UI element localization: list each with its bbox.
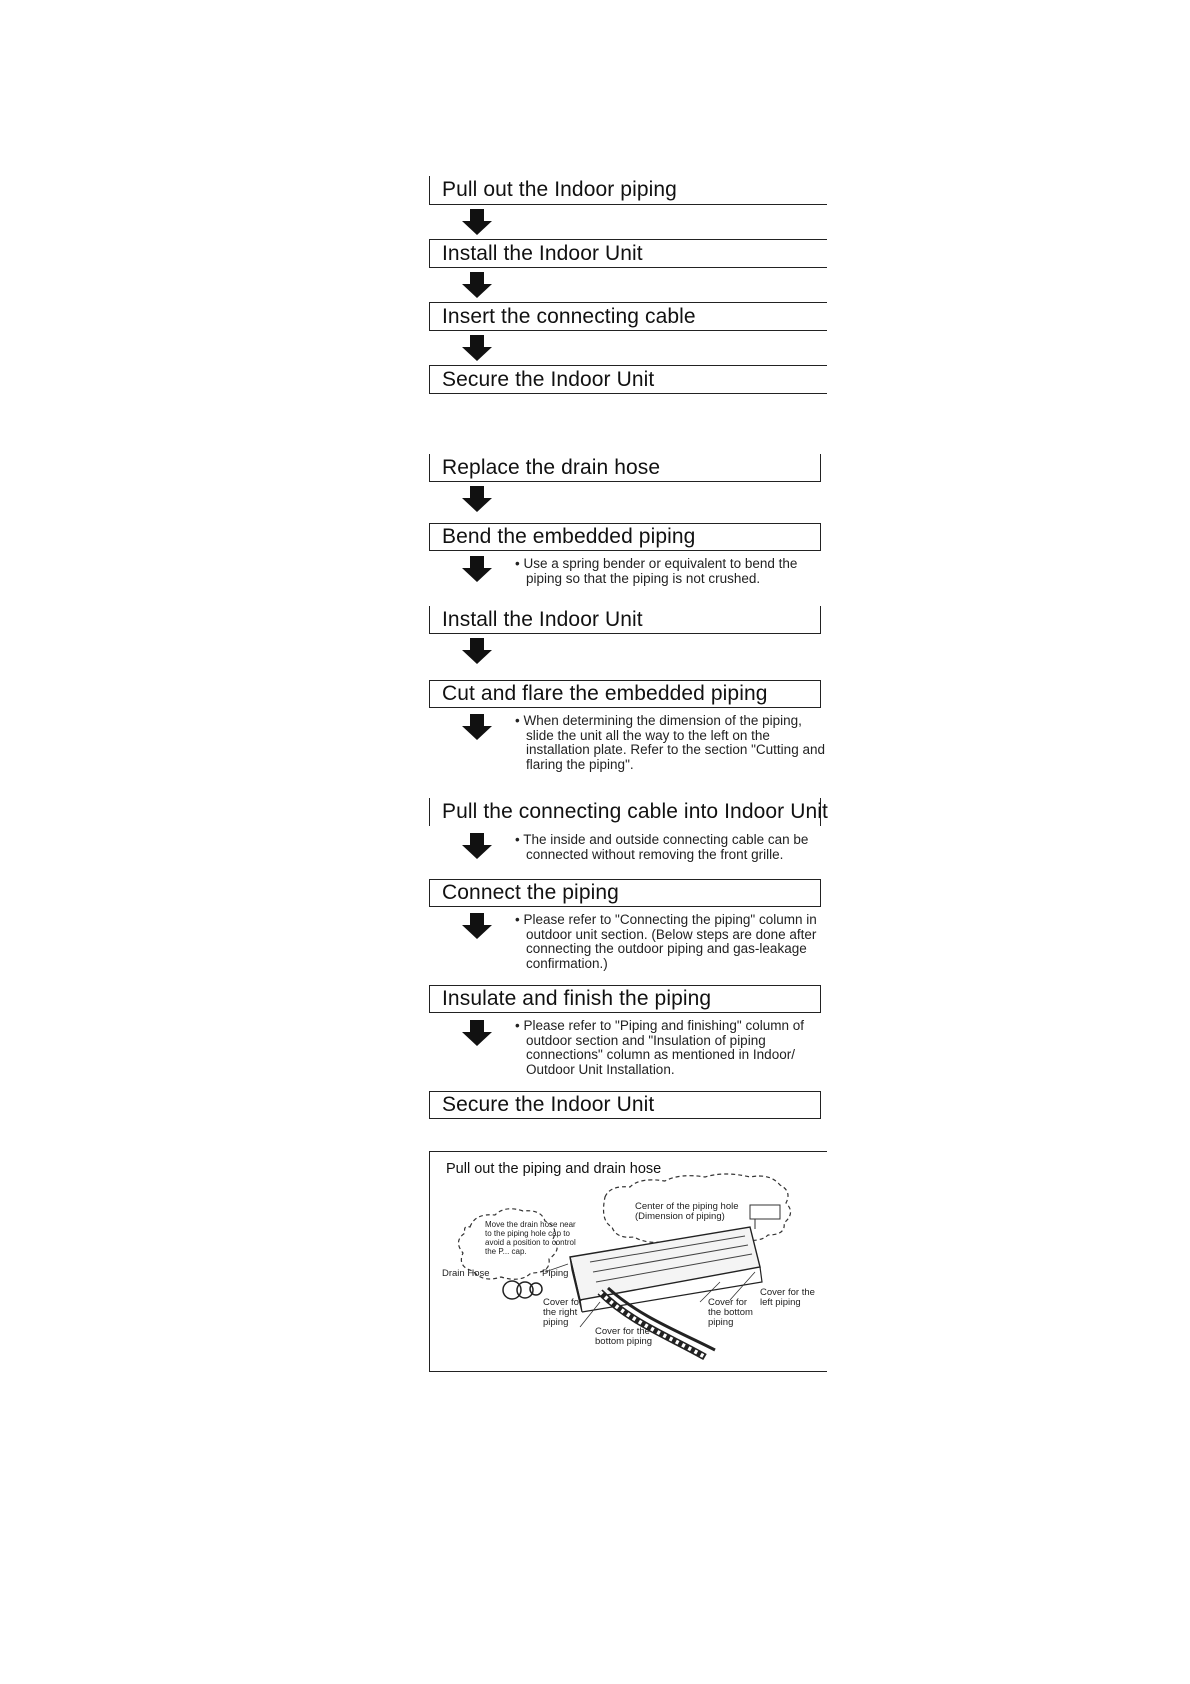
step-label: Bend the embedded piping <box>442 525 696 548</box>
figure-title: Pull out the piping and drain hose <box>446 1161 662 1177</box>
down-arrow-icon <box>462 1020 492 1046</box>
down-arrow-icon <box>462 833 492 859</box>
step-label: Secure the Indoor Unit <box>442 1093 655 1116</box>
step-label: Install the Indoor Unit <box>442 607 643 631</box>
step-note: • Please refer to "Piping and finishing" column of outdoor section and "Insulation of piping connections" column as mentioned in Indoor/ Outdoor Unit Installation. <box>515 1019 838 1077</box>
step-label: Replace the drain hose <box>442 455 661 479</box>
down-arrow-icon <box>462 556 492 582</box>
down-arrow-icon <box>462 714 492 740</box>
step-insulate-finish-piping <box>429 985 821 1013</box>
step-label: Connect the piping <box>442 881 619 904</box>
down-arrow-icon <box>462 272 492 298</box>
step-label: Insulate and finish the piping <box>442 987 712 1010</box>
step-pull-out-indoor-piping <box>429 176 827 205</box>
callout-top-label: Center of the piping hole (Dimension of piping) <box>635 1201 739 1222</box>
cover-bottom-piping-label: Cover for the bottom piping <box>708 1297 753 1328</box>
step-label: Insert the connecting cable <box>442 304 696 328</box>
down-arrow-icon <box>462 486 492 512</box>
step-label: Pull out the Indoor piping <box>442 178 677 201</box>
callout-left-label: Move the drain hose near to the piping hole cap to avoid a position to control the P... cap. <box>485 1220 576 1256</box>
step-label: Install the Indoor Unit <box>442 241 643 265</box>
step-note: • Please refer to "Connecting the piping" column in outdoor unit section. (Below steps are done after connecting the outdoor piping and gas-leakage confirmation.) <box>515 913 832 971</box>
piping-label: Piping <box>542 1268 569 1279</box>
step-note: • When determining the dimension of the piping, slide the unit all the way to the left on the installation plate. Refer to the section "Cutting and flaring the piping". <box>515 714 832 772</box>
cover-indoor-piping-label: Cover for the bottom piping <box>595 1326 653 1347</box>
step-replace-drain-hose <box>429 454 821 482</box>
down-arrow-icon <box>462 335 492 361</box>
down-arrow-icon <box>462 913 492 939</box>
piping-illustration-panel <box>429 1151 827 1372</box>
step-install-indoor-unit <box>429 239 827 268</box>
down-arrow-icon <box>462 209 492 235</box>
step-note: • Use a spring bender or equivalent to bend the piping so that the piping is not crushed. <box>515 557 832 586</box>
step-label: Cut and flare the embedded piping <box>442 682 768 705</box>
cover-left-piping-label: Cover for the left piping <box>760 1287 815 1308</box>
step-note: • The inside and outside connecting cable can be connected without removing the front grille. <box>515 833 841 862</box>
step-insert-connecting-cable <box>429 302 827 331</box>
step-label: Secure the Indoor Unit <box>442 367 655 391</box>
step-pull-connecting-cable <box>429 798 828 826</box>
drain-hose-label: Drain Hose <box>442 1268 490 1279</box>
step-cut-flare-embedded-piping <box>429 680 821 708</box>
step-bend-embedded-piping <box>429 523 821 551</box>
step-secure-indoor-unit <box>429 365 827 394</box>
down-arrow-icon <box>462 638 492 664</box>
step-connect-piping <box>429 879 821 907</box>
step-secure-indoor-unit-b <box>429 1091 821 1119</box>
cover-right-piping-label: Cover for the right piping <box>543 1297 583 1328</box>
step-install-indoor-unit-b <box>429 606 821 634</box>
step-label: Pull the connecting cable into Indoor Unit <box>442 800 828 823</box>
